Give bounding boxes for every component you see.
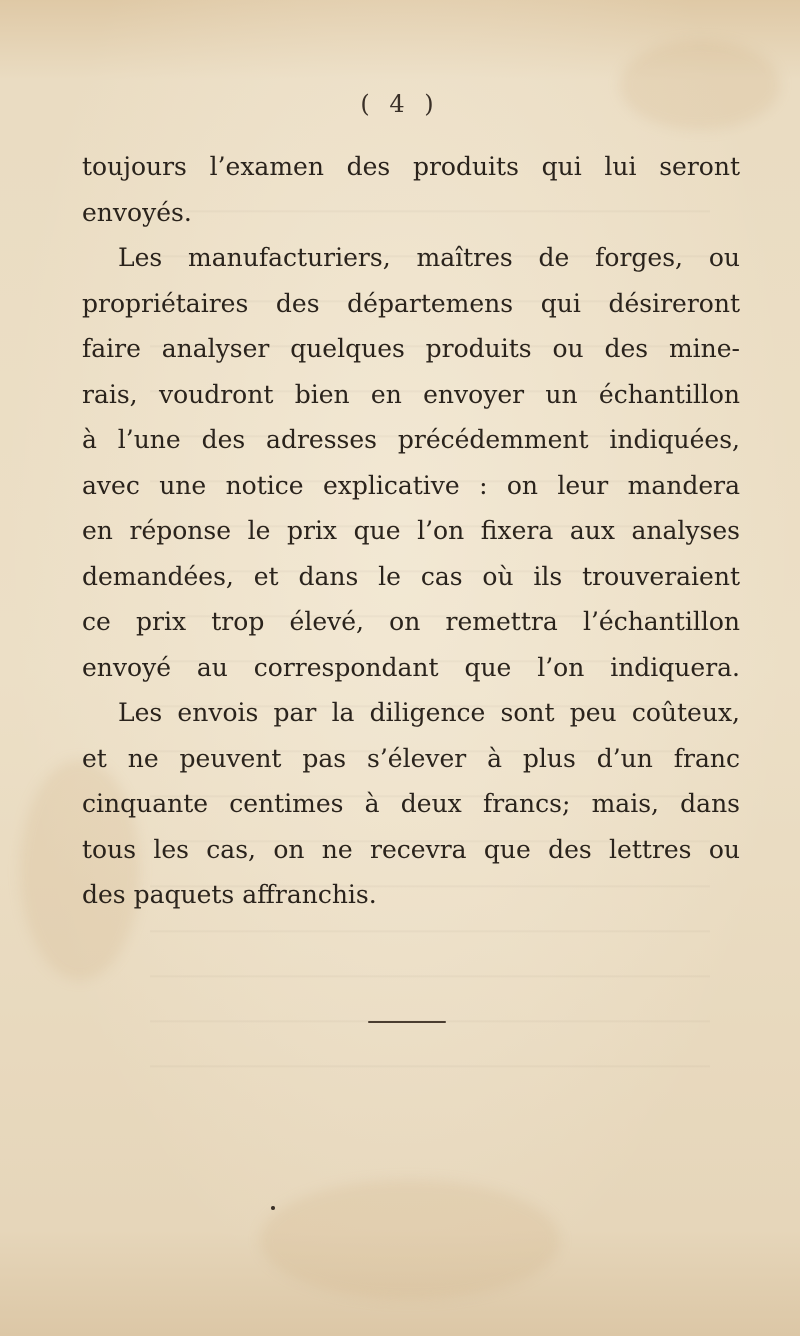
text-line: et ne peuvent pas s’élever à plus d’un franc	[82, 743, 740, 773]
text-line: faire analyser quelques produits ou des mine-	[82, 334, 740, 363]
section-divider	[368, 1021, 446, 1023]
text-line: toujours l’examen des produits qui lui seront	[82, 152, 740, 181]
text-line: Les manufacturiers, maîtres de forges, ou	[118, 243, 740, 272]
body-text	[82, 144, 740, 918]
ink-speck	[271, 1206, 275, 1210]
text-line: Les envois par la diligence sont peu coûteux,	[118, 698, 740, 727]
text-line: envoyé au correspondant que l’on indiquera.	[82, 652, 740, 682]
text-line: à l’une des adresses précédemment indiquées,	[82, 425, 740, 454]
text-line: rais, voudront bien en envoyer un échantillon	[82, 379, 740, 409]
text-line: avec une notice explicative : on leur mandera	[82, 470, 740, 500]
text-line: des paquets affranchis.	[82, 880, 377, 909]
paper-stain	[260, 1180, 560, 1300]
text-line: propriétaires des départemens qui désireront	[82, 288, 740, 318]
text-line: tous les cas, on ne recevra que des lettres ou	[82, 834, 740, 864]
page-number: ( 4 )	[360, 90, 440, 118]
text-line: demandées, et dans le cas où ils trouveraient	[82, 561, 740, 591]
text-line: envoyés.	[82, 197, 192, 227]
text-line: cinquante centimes à deux francs; mais, dans	[82, 789, 740, 818]
text-line: en réponse le prix que l’on fixera aux analyses	[82, 516, 740, 545]
text-line: ce prix trop élevé, on remettra l’échantillon	[82, 607, 740, 636]
